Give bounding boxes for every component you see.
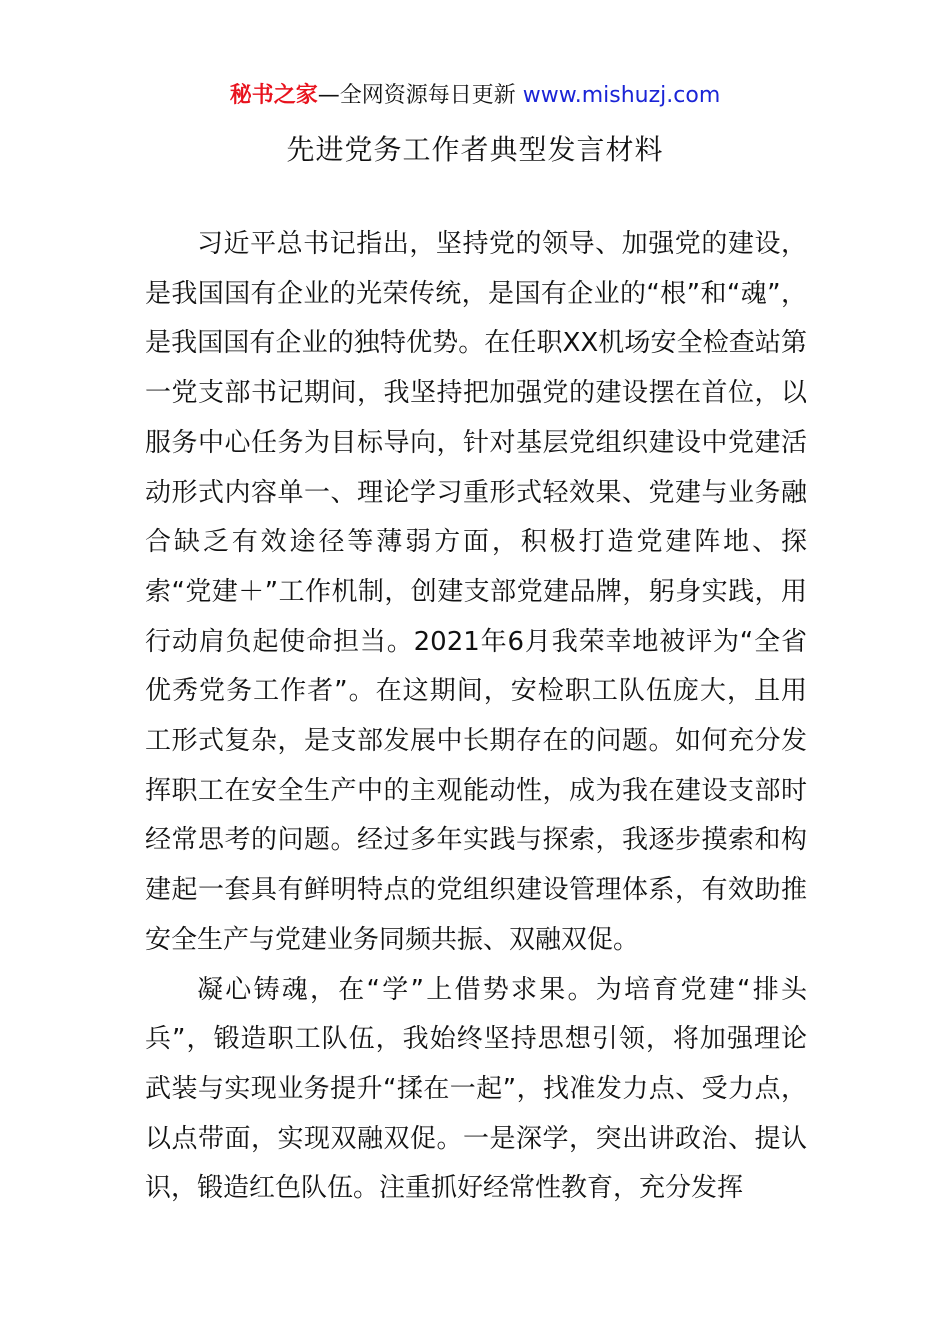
site-name: 秘书之家 xyxy=(229,83,318,108)
document-title: 先进党务工作者典型发言材料 xyxy=(286,133,664,166)
document-body xyxy=(145,220,807,1214)
site-url-link[interactable]: www.mishuzj.com xyxy=(522,83,721,108)
site-header xyxy=(0,80,950,112)
body-paragraph: 习近平总书记指出，坚持党的领导、加强党的建设，是我国国有企业的光荣传统，是国有企业的“根”和“魂”，是我国国有企业的独特优势。在任职XX机场安全检查站第一党支部书记期间，我坚持把加强党的建设摆在首位，以服务中心任务为目标导向，针对基层党组织建设中党建活动形式内容单一、理论学习重形式轻效果、党建与业务融合缺乏有效途径等薄弱方面，积极打造党建阵地、探索“党建＋”工作机制，创建支部党建品牌，躬身实践，用行动肩负起使命担当。2021年6月我荣幸地被评为“全省优秀党务工作者”。在这期间，安检职工队伍庞大，且用工形式复杂，是支部发展中长期存在的问题。如何充分发挥职工在安全生产中的主观能动性，成为我在建设支部时经常思考的问题。经过多年实践与探索，我逐步摸索和构建起一套具有鲜明特点的党组织建设管理体系，有效助推安全生产与党建业务同频共振、双融双促。 xyxy=(145,229,807,955)
site-tagline: —全网资源每日更新 xyxy=(317,83,516,108)
body-paragraph: 凝心铸魂，在“学”上借势求果。为培育党建“排头兵”，锻造职工队伍，我始终坚持思想引领，将加强理论武装与实现业务提升“揉在一起”，找准发力点、受力点，以点带面，实现双融双促。一是深学，突出讲政治、提认识，锻造红色队伍。注重抓好经常性教育，充分发挥 xyxy=(145,974,807,1204)
